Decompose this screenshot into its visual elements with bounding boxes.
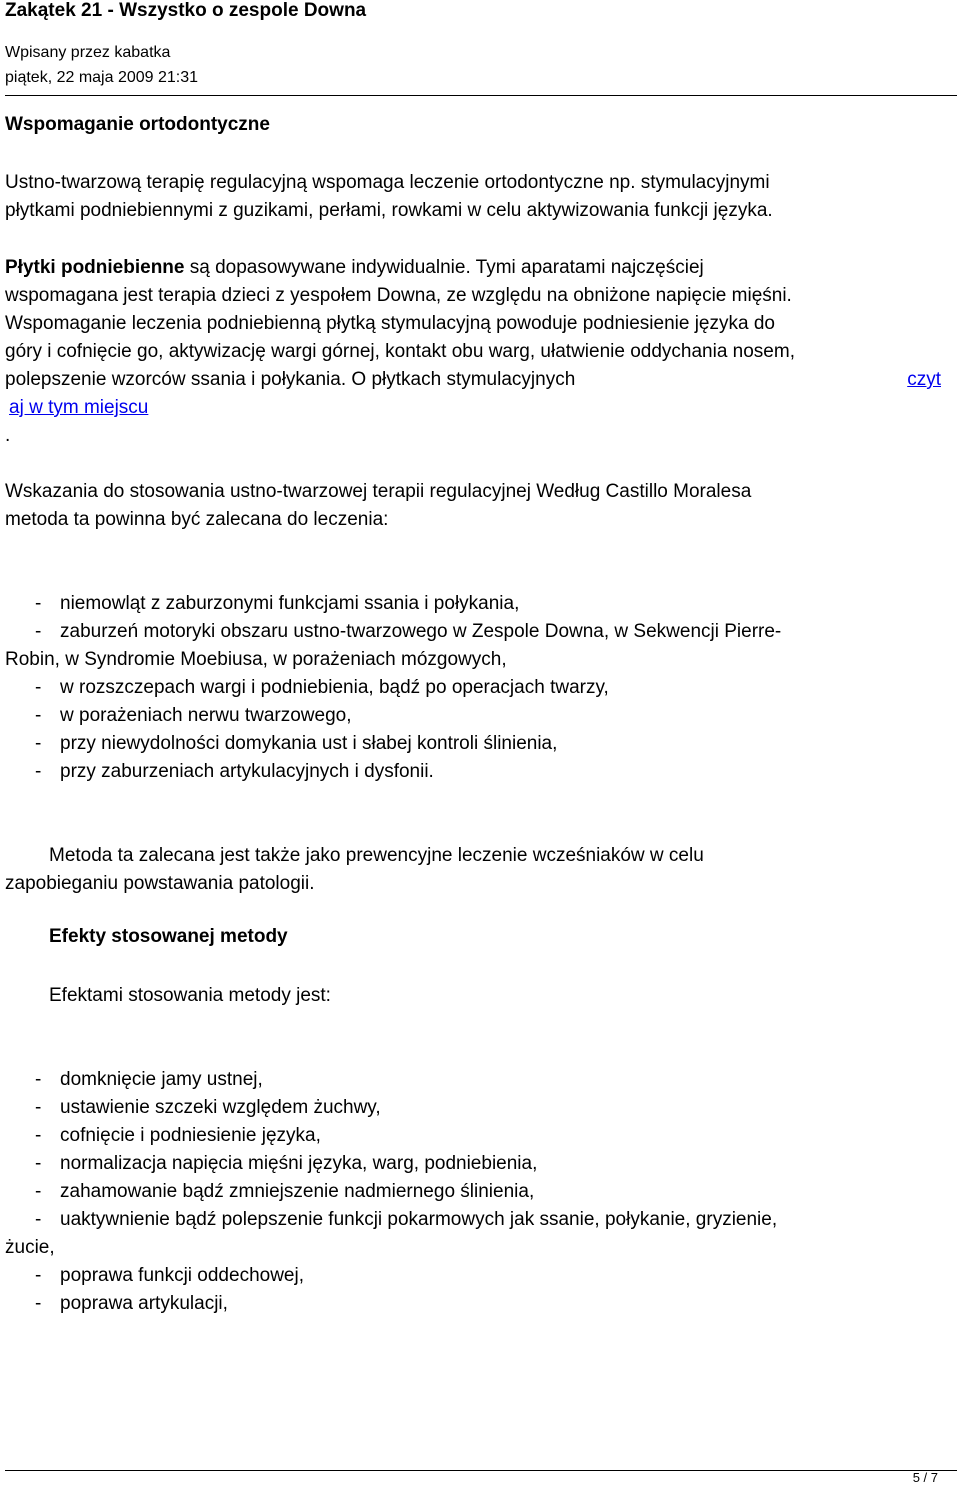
list-item: - przy zaburzeniach artykulacyjnych i dysfonii.	[35, 761, 434, 782]
list-item: - uaktywnienie bądź polepszenie funkcji pokarmowych jak ssanie, połykanie, gryzienie,	[35, 1209, 778, 1230]
list-item: - przy niewydolności domykania ust i słabej kontroli ślinienia,	[35, 733, 558, 754]
list-item: - poprawa funkcji oddechowej,	[35, 1265, 304, 1286]
effects-heading: Efekty stosowanej metody	[49, 926, 288, 947]
plates-line: Wspomaganie leczenia podniebienną płytką stymulacyjną powoduje podniesienie języka do	[5, 313, 775, 334]
intro-line: Ustno-twarzową terapię regulacyjną wspomaga leczenie ortodontyczne np. stymulacyjnymi	[5, 172, 770, 193]
plates-line: wspomagana jest terapia dzieci z yespołem Downa, ze względu na obniżone napięcie mięśni.	[5, 285, 792, 306]
effects-intro: Efektami stosowania metody jest:	[49, 985, 331, 1006]
intro-line: płytkami podniebiennymi z guzikami, perłami, rowkami w celu aktywizowania funkcji języka.	[5, 200, 773, 221]
plates-line: góry i cofnięcie go, aktywizację wargi górnej, kontakt obu warg, ułatwienie oddychania nosem,	[5, 341, 795, 362]
plates-line	[5, 394, 950, 422]
plates-line5: polepszenie wzorców ssania i połykania. O płytkach stymulacyjnych	[5, 369, 576, 390]
list-item-continuation: żucie,	[5, 1237, 55, 1258]
date-line: piątek, 22 maja 2009 21:31	[5, 69, 199, 86]
effects-list	[5, 1066, 950, 1318]
page-indicator: 5 / 7	[912, 1470, 938, 1485]
plates-bold-term: Płytki podniebienne	[5, 257, 185, 278]
list-item: - ustawienie szczeki względem żuchwy,	[35, 1097, 381, 1118]
indications-paragraph	[5, 478, 950, 534]
prevention-line: zapobieganiu powstawania patologii.	[5, 873, 315, 894]
indications-list	[5, 590, 950, 786]
list-item: - niemowląt z zaburzonymi funkcjami ssania i połykania,	[35, 593, 520, 614]
prevention-paragraph	[5, 842, 950, 898]
plates-trailing-dot: .	[5, 425, 11, 446]
list-item: - poprawa artykulacji,	[35, 1293, 228, 1314]
list-item: - w rozszczepach wargi i podniebienia, bądź po operacjach twarzy,	[35, 677, 609, 698]
plates-line	[5, 366, 950, 394]
read-more-link-part1[interactable]: czyt	[907, 369, 941, 390]
list-item: - cofnięcie i podniesienie języka,	[35, 1125, 321, 1146]
plates-line	[5, 254, 950, 282]
list-item: - domknięcie jamy ustnej,	[35, 1069, 263, 1090]
indications-line: metoda ta powinna być zalecana do leczenia:	[5, 509, 389, 530]
footer-divider	[5, 1470, 957, 1471]
section-title: Wspomaganie ortodontyczne	[5, 114, 270, 135]
site-title: Zakątek 21 - Wszystko o zespole Downa	[5, 0, 367, 21]
plates-line1-rest: są dopasowywane indywidualnie. Tymi aparatami najczęściej	[184, 257, 704, 278]
plates-paragraph	[5, 254, 950, 450]
list-item: - w porażeniach nerwu twarzowego,	[35, 705, 352, 726]
list-item-continuation: Robin, w Syndromie Moebiusa, w porażeniach mózgowych,	[5, 649, 507, 670]
prevention-line: Metoda ta zalecana jest także jako prewencyjne leczenie wcześniaków w celu	[49, 845, 704, 866]
header-divider	[5, 95, 957, 96]
read-more-link-part2[interactable]: aj w tym miejscu	[9, 397, 149, 418]
indications-line: Wskazania do stosowania ustno-twarzowej terapii regulacyjnej Według Castillo Moralesa	[5, 481, 752, 502]
list-item: - zaburzeń motoryki obszaru ustno-twarzowego w Zespole Downa, w Sekwencji Pierre-	[35, 621, 782, 642]
list-item: - normalizacja napięcia mięśni języka, warg, podniebienia,	[35, 1153, 538, 1174]
author-line: Wpisany przez kabatka	[5, 44, 171, 61]
list-item: - zahamowanie bądź zmniejszenie nadmiernego ślinienia,	[35, 1181, 535, 1202]
intro-paragraph	[5, 169, 950, 225]
